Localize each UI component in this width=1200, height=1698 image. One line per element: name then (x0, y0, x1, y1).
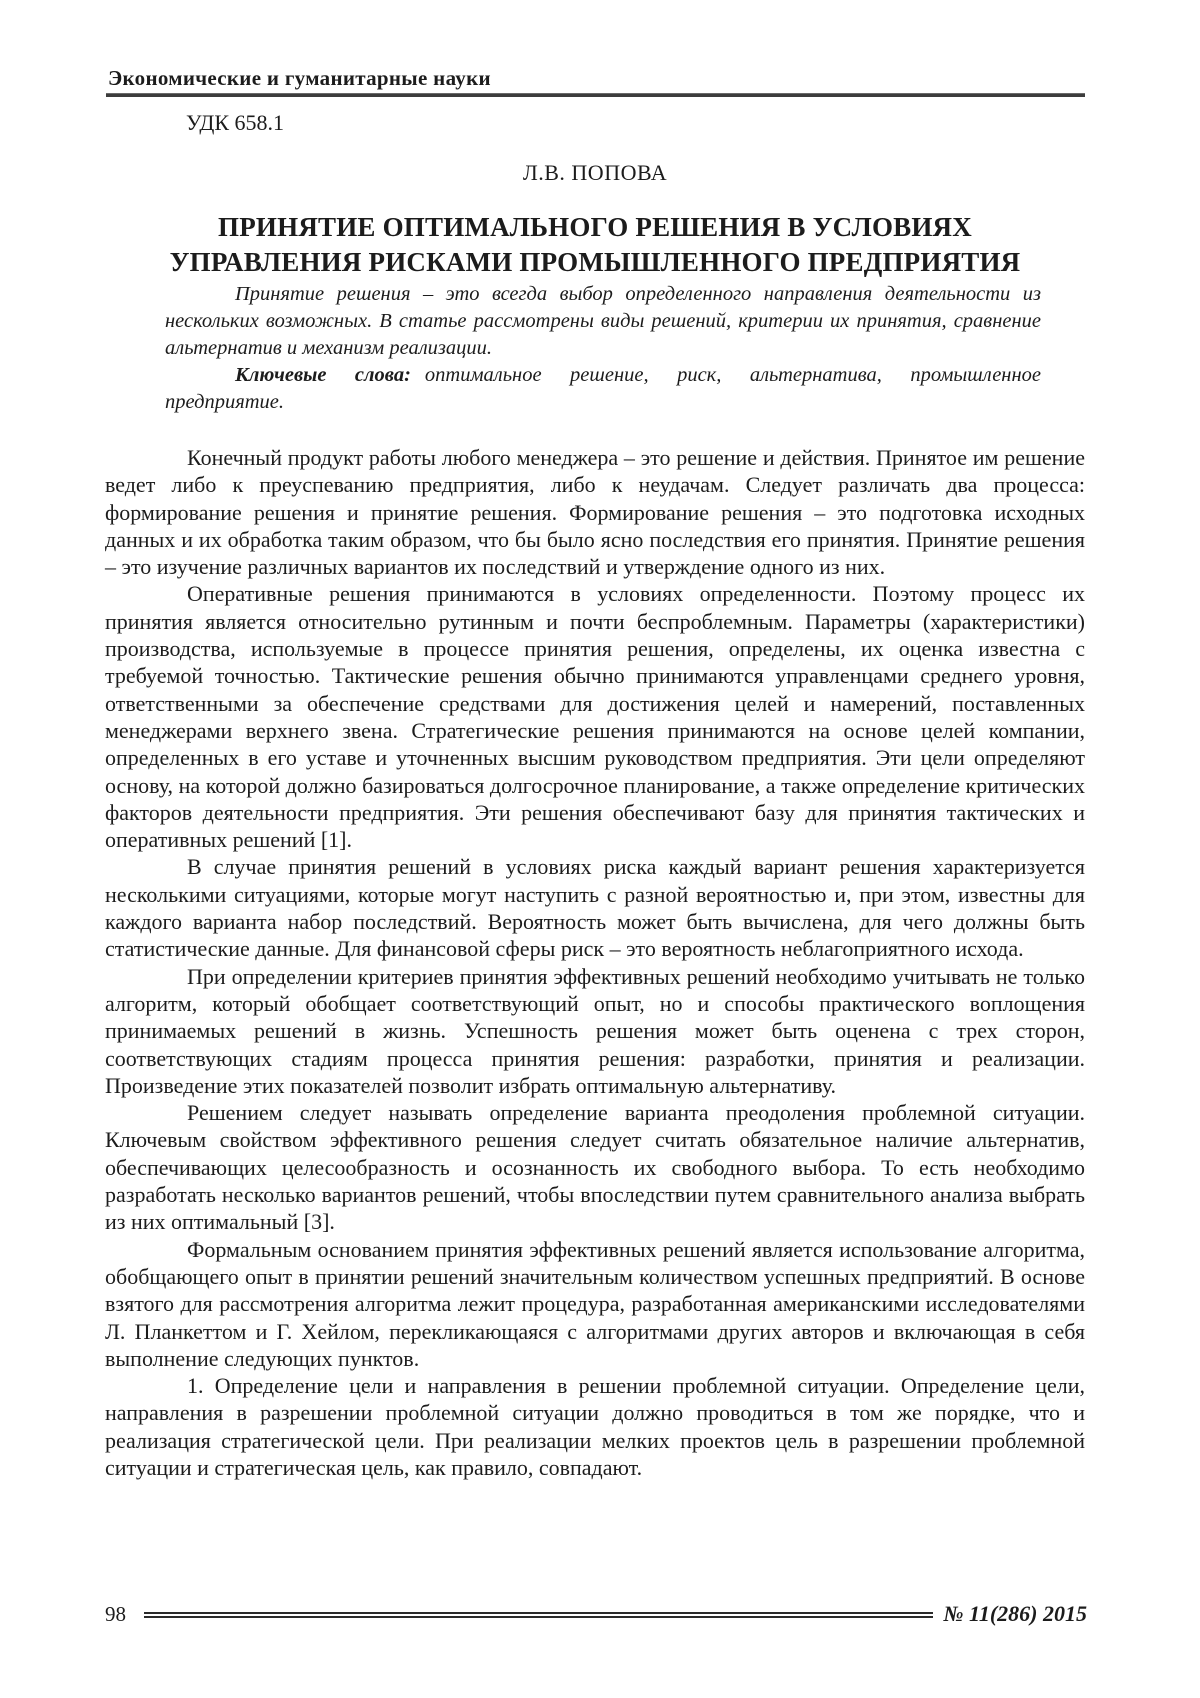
body-paragraph-2: Оперативные решения принимаются в условиях определенности. Поэтому процесс их принятия является относительно рутинным и почти беспроблемным. Параметры (характеристики) производства, используемые в процессе принятия решения, определены, их оценка известна с требуемой точностью. Тактические решения обычно принимаются управленцами среднего уровня, ответственными за обеспечение средствами для достижения целей и намерений, поставленных менеджерами верхнего звена. Стратегические решения принимаются на основе целей компании, определенных в его уставе и уточненных высшим руководством предприятия. Эти цели определяют основу, на которой должно базироваться долгосрочное планирование, а также определение критических факторов деятельности предприятия. Эти решения обеспечивают базу для принятия тактических и оперативных решений [1]. (105, 581, 1085, 853)
issue-label: № 11(286) 2015 (943, 1601, 1087, 1626)
page-footer (105, 1601, 1087, 1627)
page-number: 98 (105, 1601, 126, 1626)
footer-rule (144, 1612, 933, 1618)
abstract-block (165, 281, 1041, 416)
keywords-paragraph (165, 362, 1041, 416)
keywords-text: оптимальное решение, риск, альтернатива, промышленное предприятие. (165, 364, 1041, 413)
body-paragraph-7: 1. Определение цели и направления в решении проблемной ситуации. Определение цели, направления в разрешении проблемной ситуации должно проводиться в том же порядке, что и реализация стратегической цели. При реализации мелких проектов цель в разрешении проблемной ситуации и стратегическая цель, как правило, совпадают. (105, 1373, 1085, 1480)
udk-code: УДК 658.1 (186, 110, 285, 135)
header-rule (106, 93, 1085, 97)
body-paragraph-5: Решением следует называть определение варианта преодоления проблемной ситуации. Ключевым свойством эффективного решения следует считать обязательное наличие альтернатив, обеспечивающих целесообразность и осознанность их свободного выбора. То есть необходимо разработать несколько вариантов решений, чтобы впоследствии путем сравнительного анализа выбрать из них оптимальный [3]. (105, 1100, 1085, 1235)
body-paragraph-6: Формальным основанием принятия эффективных решений является использование алгоритма, обобщающего опыт в принятии решений значительным количеством успешных предприятий. В основе взятого для рассмотрения алгоритма лежит процедура, разработанная американскими исследователями Л. Планкеттом и Г. Хейлом, перекликающаяся с алгоритмами других авторов и включающая в себя выполнение следующих пунктов. (105, 1236, 1085, 1371)
article-title (105, 210, 1085, 280)
author-name: Л.В. ПОПОВА (522, 160, 668, 185)
article-title-line-2: УПРАВЛЕНИЯ РИСКАМИ ПРОМЫШЛЕННОГО ПРЕДПРИЯТИЯ (169, 247, 1021, 277)
body-paragraph-3: В случае принятия решений в условиях риска каждый вариант решения характеризуется несколькими ситуациями, которые могут наступить с разной вероятностью и, при этом, известны для каждого варианта набор последствий. Вероятность может быть вычислена, для чего должны быть статистические данные. Для финансовой сферы риск – это вероятность неблагоприятного исхода. (105, 854, 1085, 962)
abstract-text: Принятие решения – это всегда выбор определенного направления деятельности из нескольких возможных. В статье рассмотрены виды решений, критерии их принятия, сравнение альтернатив и механизм реализации. (165, 283, 1041, 359)
body-paragraph-4: При определении критериев принятия эффективных решений необходимо учитывать не только алгоритм, который обобщает соответствующий опыт, но и способы практического воплощения принимаемых решений в жизнь. Успешность решения может быть оценена с трех сторон, соответствующих стадиям процесса принятия решения: разработки, принятия и реализации. Произведение этих показателей позволит избрать оптимальную альтернативу. (105, 963, 1085, 1098)
keywords-label: Ключевые слова: (235, 364, 411, 386)
article-title-line-1: ПРИНЯТИЕ ОПТИМАЛЬНОГО РЕШЕНИЯ В УСЛОВИЯХ (218, 212, 972, 242)
running-head: Экономические и гуманитарные науки (108, 66, 491, 90)
article-body (105, 444, 1085, 1481)
body-paragraph-1: Конечный продукт работы любого менеджера – это решение и действия. Принятое им решение ведет либо к преуспеванию предприятия, либо к неудачам. Следует различать два процесса: формирование решения и принятие решения. Формирование решения – это подготовка исходных данных и их обработка таким образом, что бы было ясно последствия его принятия. Принятие решения – это изучение различных вариантов их последствий и утверждение одного из них. (105, 445, 1085, 580)
